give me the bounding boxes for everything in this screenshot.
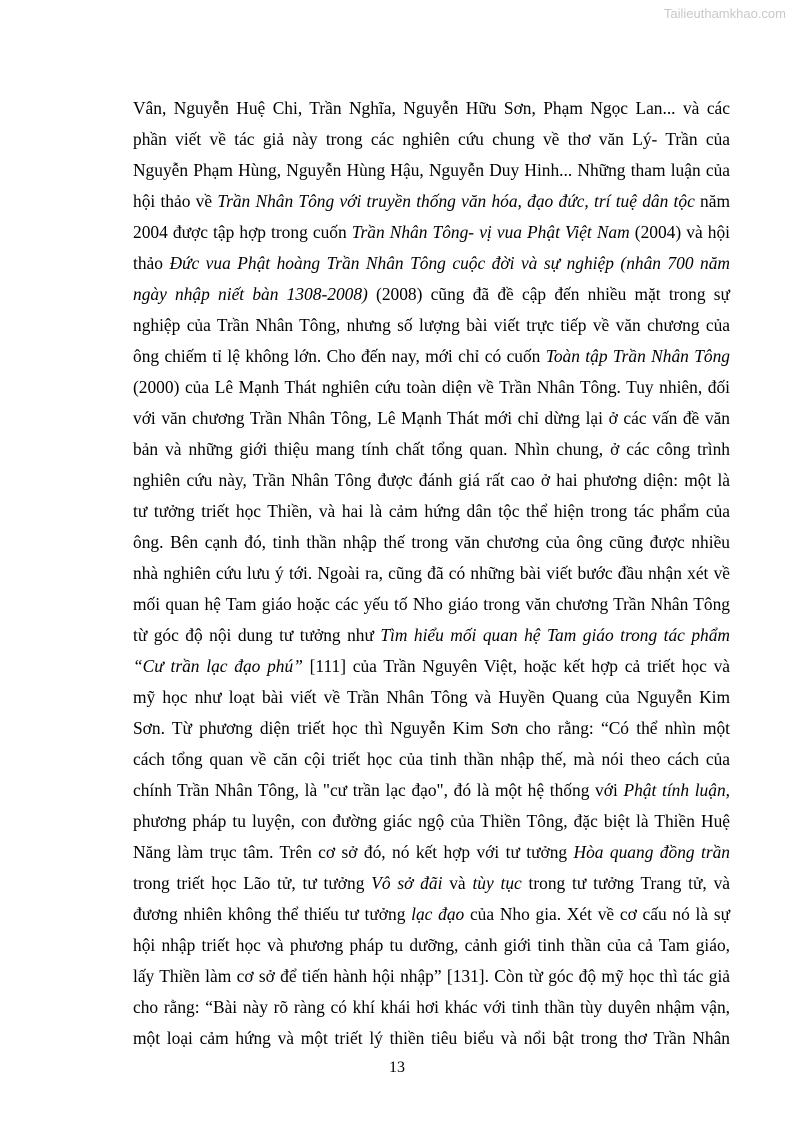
text-segment: ông. Bên cạnh đó, tinh thần nhập thế trong văn chương của ông cũng được nhiều [133,532,730,552]
text-line [133,372,730,403]
text-line [133,713,730,744]
text-line [133,837,730,868]
text-segment: nhà nghiên cứu lưu ý tới. Ngoài ra, cũng đã có những bài viết bước đầu nhận xét về [133,563,730,583]
text-line [133,558,730,589]
text-line [133,682,730,713]
text-line [133,961,730,992]
text-segment: với văn chương Trần Nhân Tông, Lê Mạnh Thát mới chỉ dừng lại ở các vấn đề văn [133,408,730,428]
italic-title-text: Vô sở đãi [371,873,443,893]
text-segment: (2008) cũng đã đề cập đến nhiều mặt trong sự [367,284,730,304]
text-line [133,1023,730,1054]
text-segment: từ góc độ nội dung tư tưởng như [133,625,381,645]
text-line [133,868,730,899]
text-line [133,744,730,775]
text-segment: lấy Thiền làm cơ sở để tiến hành hội nhập” [131]. Còn từ góc độ mỹ học thì tác giả [133,966,730,986]
text-segment: một loại cảm hứng và một triết lý thiền tiêu biểu và nổi bật trong thơ Trần Nhân [133,1028,730,1048]
text-line [133,527,730,558]
text-segment: nghiệp của Trần Nhân Tông, nhưng số lượng bài viết trực tiếp về văn chương của [133,315,730,335]
text-segment: hội nhập triết học và phương pháp tu dưỡng, cảnh giới tinh thần của cả Tam giáo, [133,935,730,955]
text-line [133,341,730,372]
text-line [133,93,730,124]
italic-title-text: lạc đạo [411,904,465,924]
text-segment: [111] của Trần Nguyên Việt, hoặc kết hợp cả triết học và [302,656,730,676]
text-line [133,899,730,930]
italic-title-text: Phật tính luận [623,780,726,800]
text-segment: trong tư tưởng Trang tử, và [521,873,730,893]
text-segment: Vân, Nguyễn Huệ Chi, Trần Nghĩa, Nguyễn Hữu Sơn, Phạm Ngọc Lan... và các [133,98,730,118]
text-segment: trong triết học Lão tử, tư tưởng [133,873,372,893]
body-paragraph [133,93,730,1054]
text-segment: đương nhiên không thể thiếu tư tưởng [133,904,412,924]
text-line [133,310,730,341]
text-line [133,217,730,248]
text-segment: (2000) của Lê Mạnh Thát nghiên cứu toàn diện về Trần Nhân Tông. Tuy nhiên, đối [133,377,730,397]
italic-title-text: Trần Nhân Tông- vị vua Phật Việt Nam [351,222,630,242]
italic-title-text: Trần Nhân Tông với truyền thống văn hóa, đạo đức, trí tuệ dân tộc [217,191,695,211]
text-line [133,434,730,465]
italic-title-text: tùy tục [472,873,522,893]
text-segment: mỹ học như loạt bài viết về Trần Nhân Tông và Huyền Quang của Nguyễn Kim [133,687,730,707]
text-segment: (2004) và hội [629,222,730,242]
text-line [133,651,730,682]
text-segment: nghiên cứu này, Trần Nhân Tông được đánh giá rất cao ở hai phương diện: một là [133,470,730,490]
text-segment: cách tổng quan về căn cội triết học của tinh thần nhập thế, mà nói theo cách của [133,749,730,769]
text-segment: , [725,780,730,800]
text-segment: mối quan hệ Tam giáo hoặc các yếu tố Nho giáo trong văn chương Trần Nhân Tông [133,594,730,614]
text-line [133,775,730,806]
text-line [133,465,730,496]
text-segment: Sơn. Từ phương diện triết học thì Nguyễn Kim Sơn cho rằng: “Có thể nhìn một [133,718,730,738]
text-segment: thảo [133,253,170,273]
text-segment: phương pháp tu luyện, con đường giác ngộ của Thiền Tông, đặc biệt là Thiền Huệ [133,811,730,831]
text-line [133,186,730,217]
italic-title-text: Toàn tập Trần Nhân Tông [545,346,730,366]
text-segment: của Nho gia. Xét về cơ cấu nó là sự [464,904,731,924]
watermark: Tailieuthamkhao.com [663,6,786,21]
text-line [133,806,730,837]
text-line [133,620,730,651]
text-line [133,992,730,1023]
text-segment: chính Trần Nhân Tông, là "cư trần lạc đạo", đó là một hệ thống với [133,780,624,800]
text-line [133,496,730,527]
text-line [133,930,730,961]
text-segment: Nguyễn Phạm Hùng, Nguyễn Hùng Hậu, Nguyễn Duy Hinh... Những tham luận của [133,160,730,180]
text-line [133,248,730,279]
text-segment: cho rằng: “Bài này rõ ràng có khí khái hơi khác với tinh thần tùy duyên nhậm vận, [133,997,730,1017]
italic-title-text: “Cư trần lạc đạo phú” [133,656,303,676]
page-number: 13 [389,1059,405,1076]
text-segment: bản và những giới thiệu mang tính chất tổng quan. Nhìn chung, ở các công trình [133,439,730,459]
italic-title-text: Hòa quang đồng trần [573,842,730,862]
italic-title-text: Đức vua Phật hoàng Trần Nhân Tông cuộc đời và sự nghiệp (nhân 700 năm [169,253,730,273]
text-segment: Năng làm trục tâm. Trên cơ sở đó, nó kết hợp với tư tưởng [133,842,574,862]
text-line [133,279,730,310]
text-segment: năm [694,191,730,211]
text-line [133,124,730,155]
text-segment: phần viết về tác giả này trong các nghiên cứu chung về thơ văn Lý- Trần của [133,129,730,149]
italic-title-text: ngày nhập niết bàn 1308-2008) [133,284,368,304]
text-segment: ông chiếm tỉ lệ không lớn. Cho đến nay, mới chỉ có cuốn [133,346,546,366]
text-segment: và [442,873,473,893]
text-segment: hội thảo về [133,191,218,211]
text-segment: 2004 được tập hợp trong cuốn [133,222,352,242]
text-segment: tư tưởng triết học Thiền, và hai là cảm hứng dân tộc thể hiện trong tác phẩm của [133,501,730,521]
text-line [133,155,730,186]
text-line [133,403,730,434]
italic-title-text: Tìm hiểu mối quan hệ Tam giáo trong tác phẩm [380,625,730,645]
text-line [133,589,730,620]
